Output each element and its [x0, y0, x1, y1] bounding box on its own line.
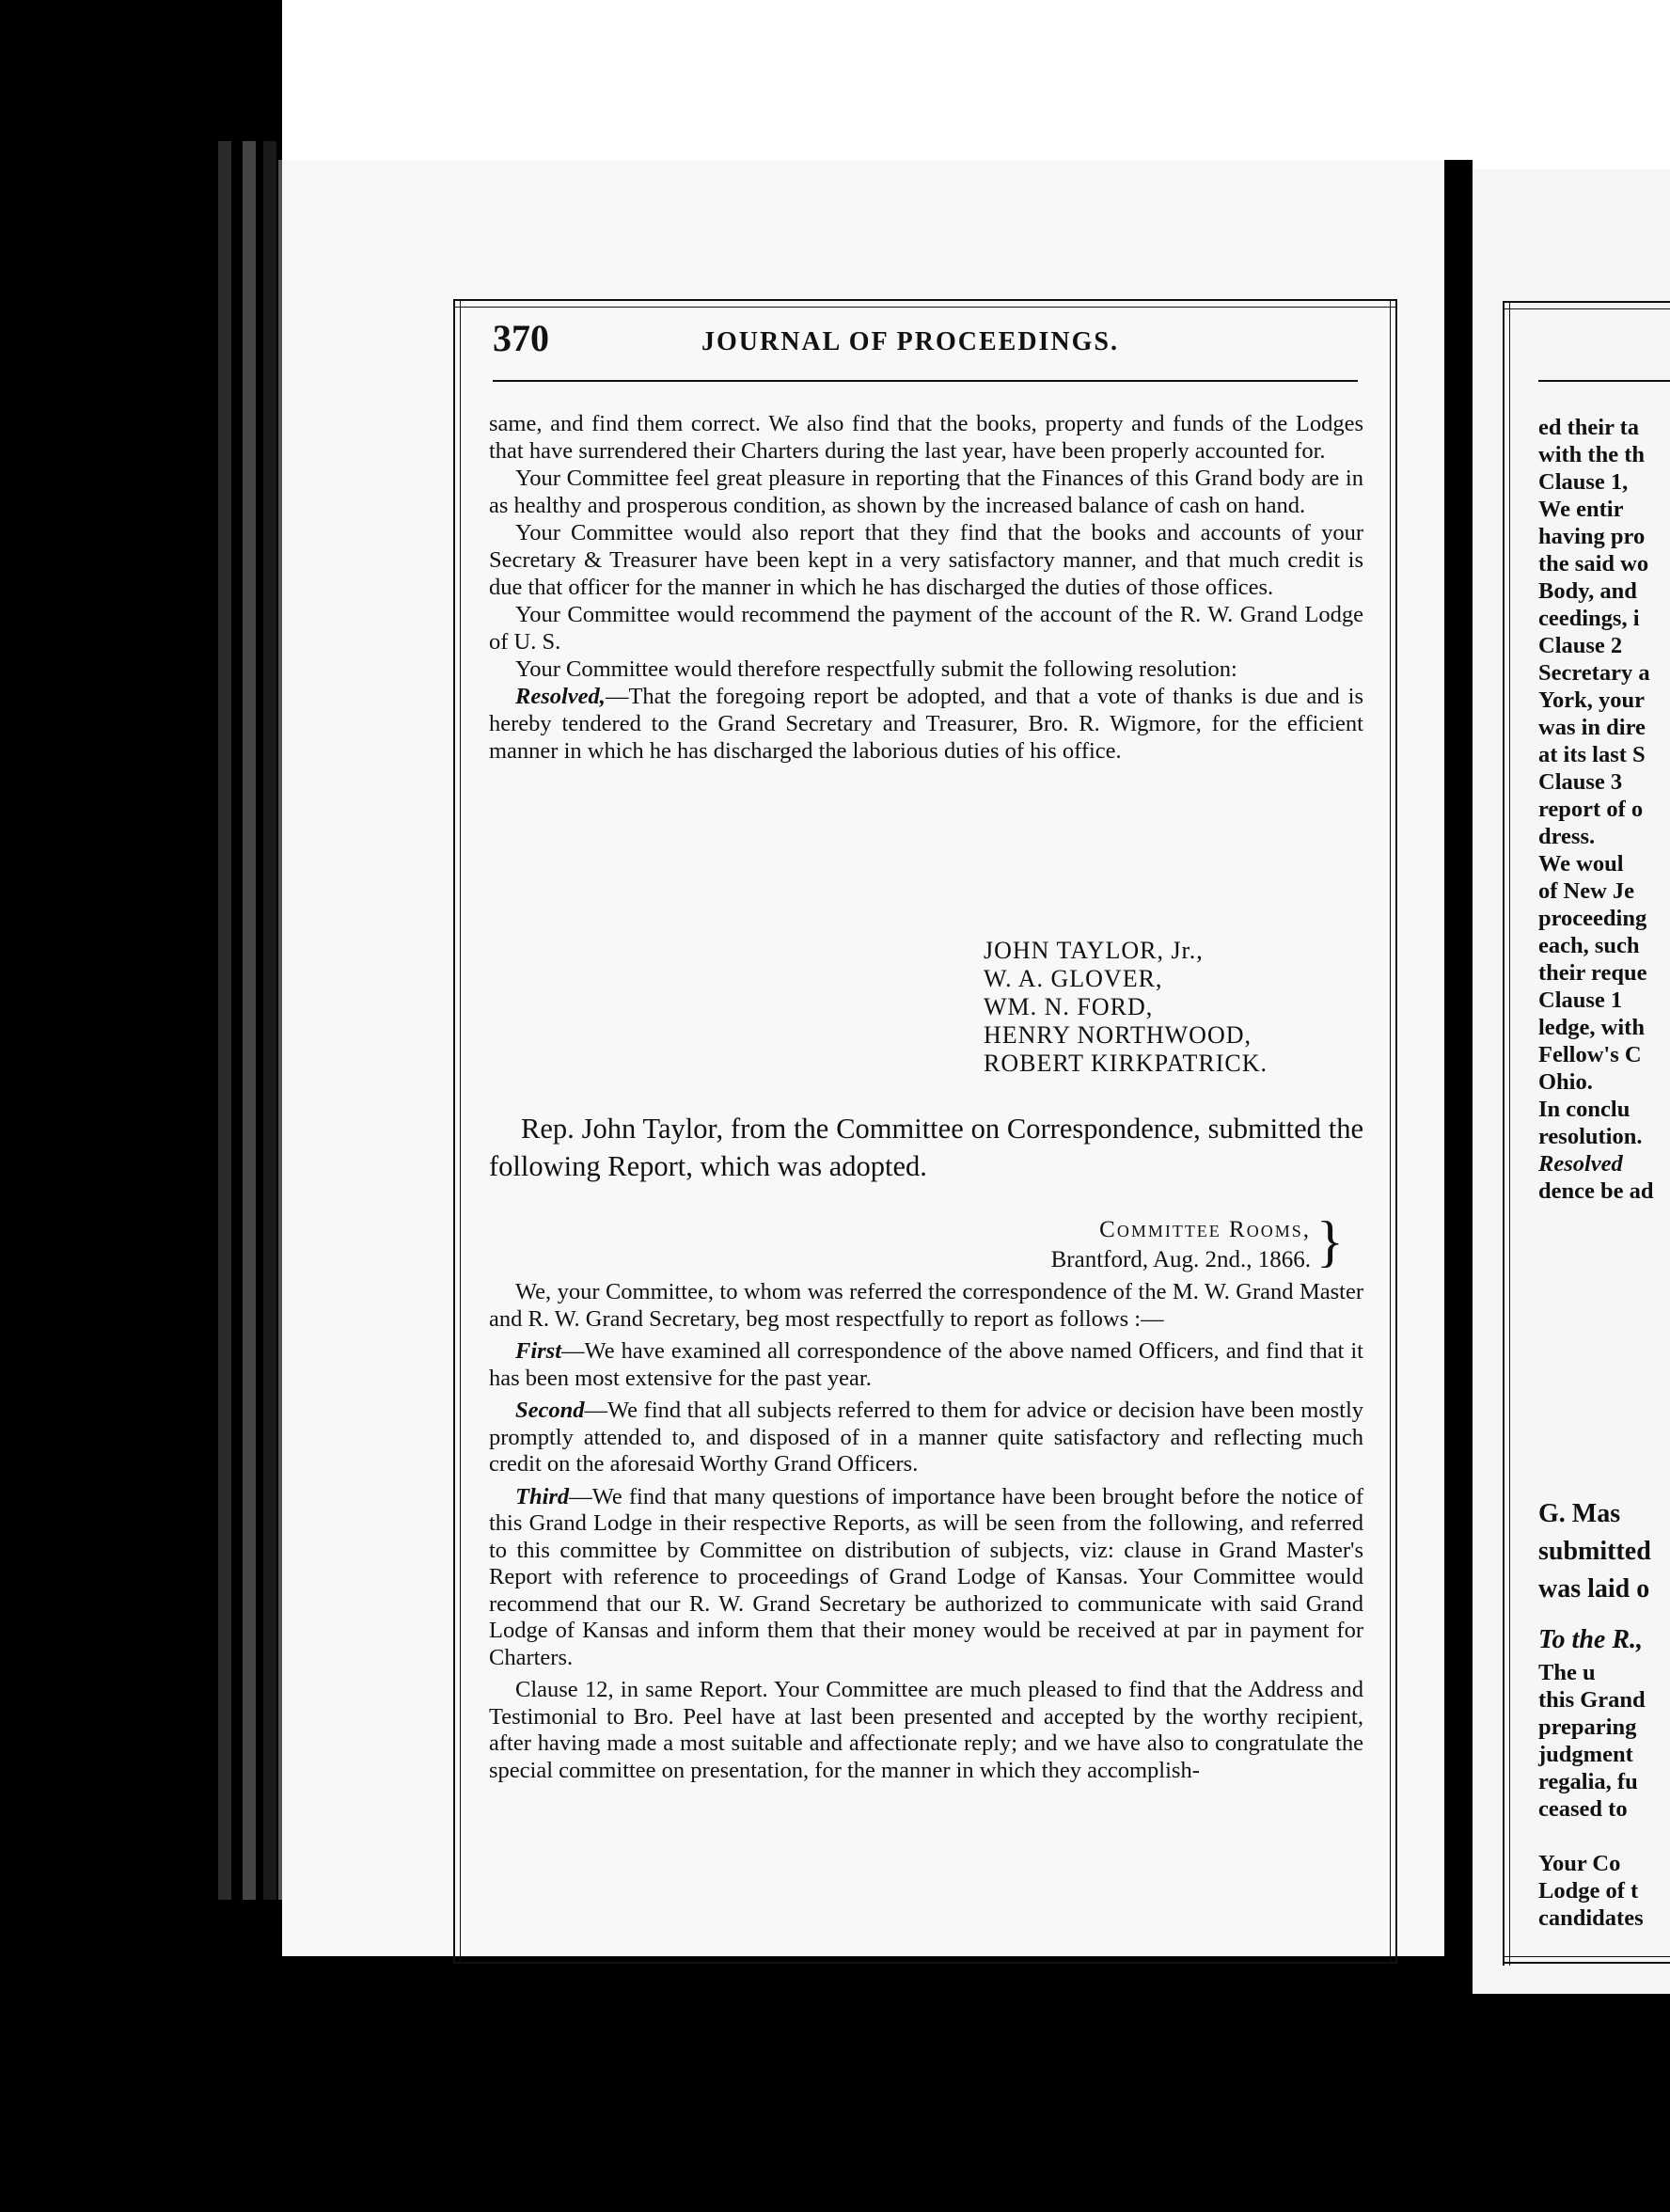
fragment-line: ledge, with — [1538, 1015, 1645, 1040]
fragment-line: The u — [1538, 1660, 1596, 1685]
paragraph: Your Committee would also report that they find that the books and accounts of your Secretary & Treasurer have been kept in a very satisfactory manner, and that much credit is due that officer for the manner in which he has discharged the duties of those offices. — [489, 520, 1363, 600]
next-page-fragment-upper — [1538, 414, 1670, 1205]
paragraph: Rep. John Taylor, from the Committee on Correspondence, submitted the following Report, which was adopted. — [489, 1113, 1363, 1182]
fragment-line: Secretary a — [1538, 660, 1650, 686]
page-number: 370 — [493, 317, 549, 359]
fragment-line: dress. — [1538, 824, 1596, 849]
finance-report — [489, 410, 1363, 765]
book-binding-edge — [218, 141, 231, 1900]
signature: JOHN TAYLOR, Jr., — [984, 937, 1204, 964]
fragment-line: We entir — [1538, 497, 1624, 522]
paragraph: Your Committee would therefore respectfully submit the following resolution: — [515, 656, 1237, 682]
fragment-line — [1538, 1823, 1670, 1850]
fragment-line: Fellow's C — [1538, 1042, 1642, 1067]
fragment-line: York, your — [1538, 687, 1645, 713]
scanner-background-bottom — [282, 1956, 1473, 2212]
frame-rule-right — [1390, 299, 1397, 1964]
page-gutter — [1444, 160, 1473, 2003]
fragment-line: each, such — [1538, 933, 1640, 958]
first-label: First — [515, 1338, 562, 1364]
signature: HENRY NORTHWOOD, — [984, 1021, 1252, 1049]
next-frame-rule-top — [1503, 301, 1670, 309]
third-text: —We find that many questions of importance have been brought before the notice of this Grand Lodge in their respective Reports, as will be seen from the following, and referred to this committee by Committee on distribution of subjects, viz: clause in Grand Master's Report with reference to proceedings of Grand Lodge of Kansas. Your Committee would recommend that our R. W. Grand Secretary be authorized to communicate with said Grand Lodge of Kansas and inform them that their money would be received at par in payment for Charters. — [489, 1483, 1363, 1670]
paragraph: We, your Committee, to whom was referred the correspondence of the M. W. Grand Master and R. W. Grand Secretary, beg most respectfully to report as follows :— — [489, 1279, 1363, 1332]
resolution-paragraph — [489, 683, 1363, 765]
paragraph: Clause 12, in same Report. Your Committee are much pleased to find that the Address and Testimonial to Bro. Peel have at last been presented and accepted by the worthy recipient, after having made a most suitable and affectionate reply; and we have also to congratulate the special committee on presentation, for the manner in which they accomplish- — [489, 1677, 1363, 1783]
fragment-line: Clause 1, — [1538, 469, 1629, 495]
next-page-fragment-lower — [1538, 1495, 1670, 1931]
fragment-line: dence be ad — [1538, 1178, 1654, 1204]
fragment-line: with the th — [1538, 442, 1645, 467]
fragment-line: ceased to — [1538, 1796, 1628, 1822]
fragment-line: G. Mas — [1538, 1499, 1621, 1528]
fragment-line: Clause 1 — [1538, 988, 1623, 1013]
fragment-line: Lodge of t — [1538, 1878, 1639, 1904]
fragment-line: Clause 2 — [1538, 633, 1623, 658]
fragment-line: having pro — [1538, 524, 1646, 549]
third-label: Third — [515, 1483, 570, 1509]
frame-rule-left — [453, 299, 461, 1964]
fragment-line: In conclu — [1538, 1097, 1631, 1122]
fragment-line: Body, and — [1538, 578, 1637, 604]
fragment-line: Your Co — [1538, 1851, 1621, 1876]
paragraph: Your Committee would recommend the payment of the account of the R. W. Grand Lodge of U. S. — [489, 602, 1363, 655]
fragment-line: candidates — [1538, 1905, 1644, 1931]
fragment-line: report of o — [1538, 797, 1644, 822]
fragment-line: this Grand — [1538, 1687, 1646, 1713]
frame-rule-bottom — [453, 1956, 1395, 1964]
fragment-line: We woul — [1538, 851, 1624, 877]
frame-rule-top — [453, 299, 1395, 308]
running-head: JOURNAL OF PROCEEDINGS. — [701, 327, 1120, 356]
fragment-line: at its last S — [1538, 742, 1646, 767]
dateline-rooms: Committee Rooms, — [1099, 1217, 1311, 1242]
next-header-rule — [1538, 380, 1670, 382]
signature: WM. N. FORD, — [984, 993, 1154, 1020]
header-rule — [493, 380, 1358, 382]
paragraph: same, and find them correct. We also find that the books, property and funds of the Lodges that have surrendered their Charters during the last year, have been properly accounted for. — [489, 411, 1363, 464]
brace-glyph: } — [1316, 1210, 1344, 1272]
scanner-background-bottom — [1444, 1994, 1670, 2212]
second-text: —We find that all subjects referred to them for advice or decision have been mostly promptly attended to, and disposed of in a manner quite satisfactory and reflecting much credit on the aforesaid Worthy Grand Officers. — [489, 1398, 1363, 1477]
second-label: Second — [515, 1398, 585, 1423]
next-frame-rule-left — [1503, 301, 1510, 1966]
fragment-line: Resolved — [1538, 1151, 1623, 1177]
fragment-line: was in dire — [1538, 715, 1646, 740]
resolution-text: —That the foregoing report be adopted, and that a vote of thanks is due and is hereby tendered to the Grand Secretary and Treasurer, Bro. R. Wigmore, for the efficient manner in which he has discharged the laborious duties of his office. — [489, 684, 1363, 764]
book-binding-edge — [263, 141, 276, 1900]
fragment-line: ceedings, i — [1538, 606, 1640, 631]
fragment-line: regalia, fu — [1538, 1769, 1638, 1794]
fragment-line: was laid o — [1538, 1574, 1650, 1604]
signature: ROBERT KIRKPATRICK. — [984, 1050, 1268, 1077]
scanner-background — [0, 0, 282, 2212]
resolved-label: Resolved, — [515, 684, 606, 709]
dateline-place-date: Brantford, Aug. 2nd., 1866. — [1050, 1247, 1311, 1272]
fragment-line: preparing — [1538, 1714, 1637, 1740]
fragment-small-block — [1538, 1659, 1670, 1931]
fragment-line: ed their ta — [1538, 415, 1640, 440]
fragment-line: resolution. — [1538, 1124, 1643, 1149]
fragment-line: submitted — [1538, 1537, 1651, 1566]
paragraph: Your Committee feel great pleasure in reporting that the Finances of this Grand body are in as healthy and prosperous condition, as shown by the increased balance of cash on hand. — [489, 466, 1363, 518]
first-text: —We have examined all correspondence of the above named Officers, and find that it has been most extensive for the past year. — [489, 1338, 1363, 1391]
fragment-line: of New Je — [1538, 878, 1635, 904]
signature: W. A. GLOVER, — [984, 965, 1163, 992]
fragment-line: proceeding — [1538, 906, 1647, 931]
fragment-line: Ohio. — [1538, 1069, 1593, 1095]
paragraph — [489, 1398, 1363, 1478]
dateline — [978, 1215, 1335, 1275]
book-binding-edge — [243, 141, 256, 1900]
paragraph — [489, 1338, 1363, 1392]
fragment-line: Clause 3 — [1538, 769, 1623, 795]
next-frame-rule-bottom — [1503, 1956, 1670, 1964]
correspondence-report — [489, 1279, 1363, 1790]
paragraph — [489, 1484, 1363, 1672]
fragment-heading: To the R., — [1538, 1625, 1643, 1654]
fragment-line: the said wo — [1538, 551, 1649, 577]
correspondence-intro — [489, 1110, 1363, 1185]
fragment-line: judgment — [1538, 1742, 1633, 1767]
fragment-line: their reque — [1538, 960, 1647, 986]
signature-block — [984, 937, 1379, 1078]
